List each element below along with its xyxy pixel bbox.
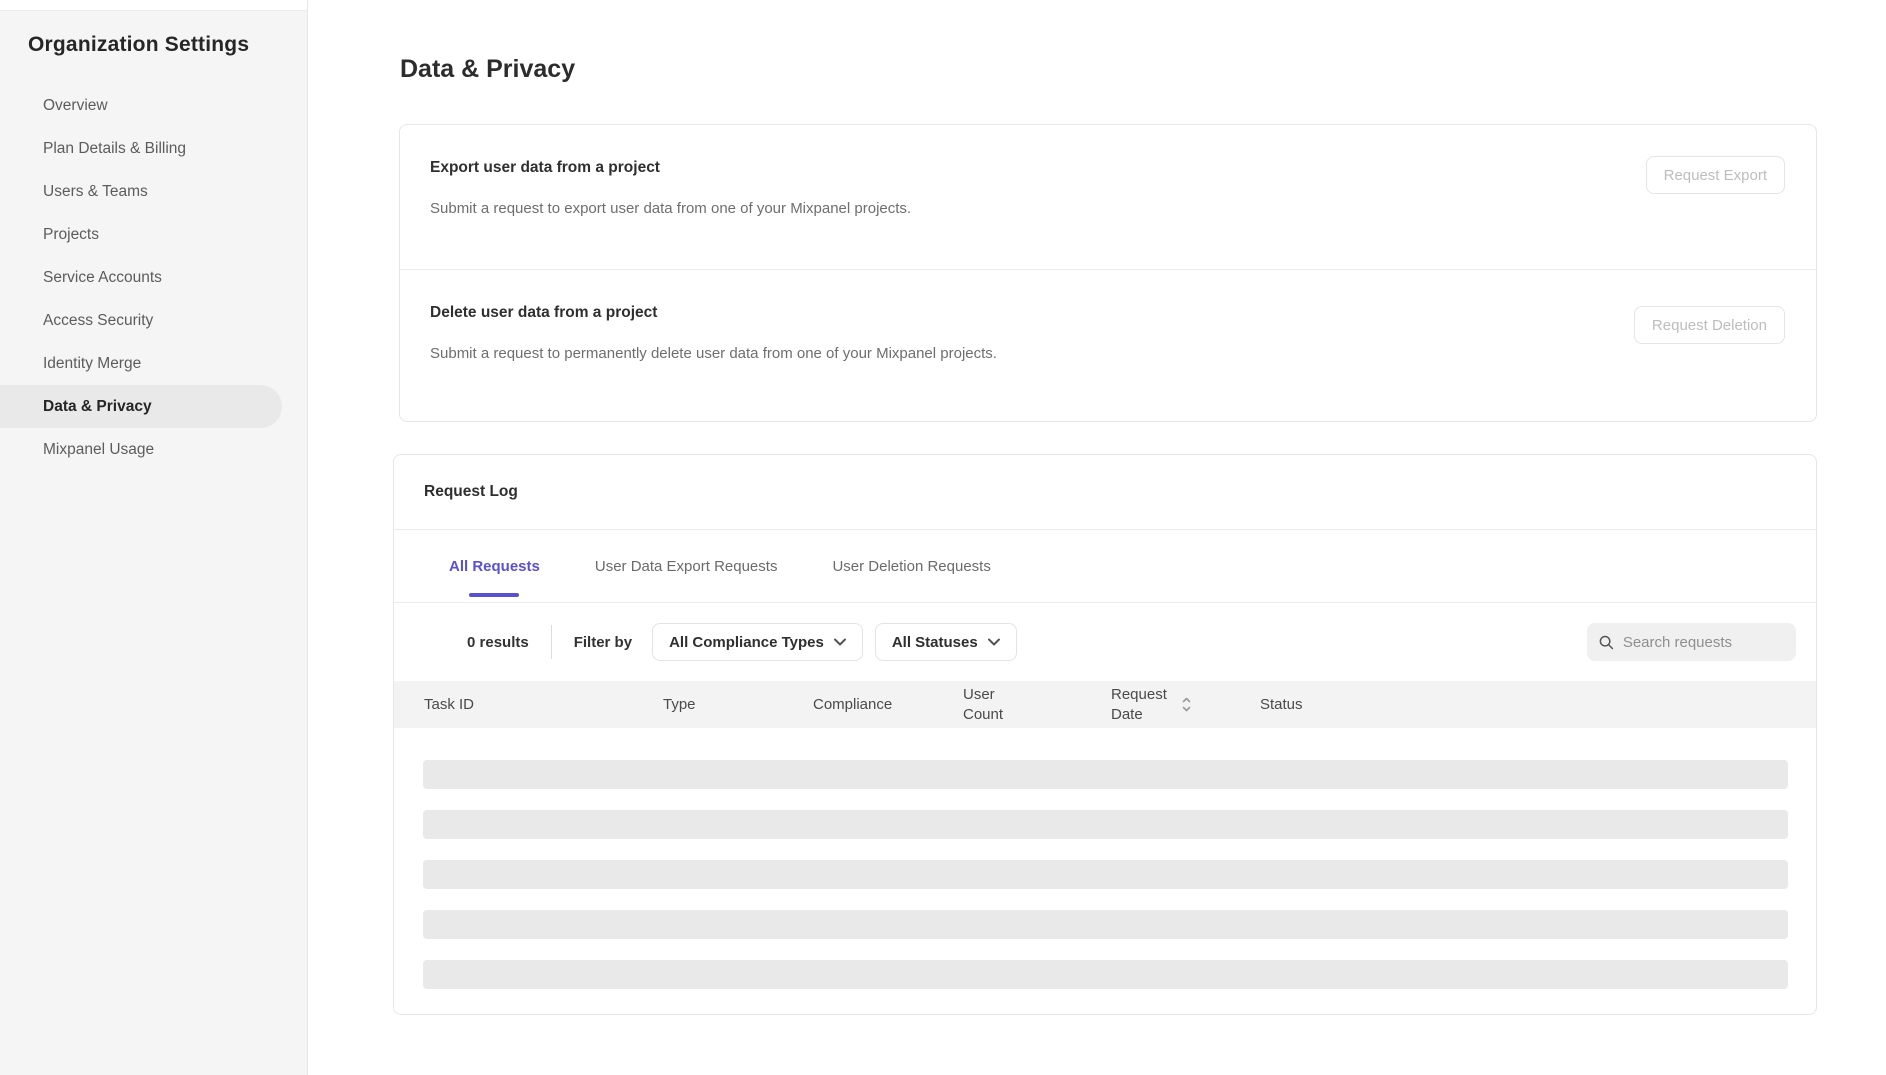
- delete-section-title: Delete user data from a project: [430, 304, 658, 321]
- sidebar-item-access-security[interactable]: Access Security: [43, 312, 154, 329]
- toolbar-divider: [551, 625, 552, 659]
- sidebar-item-projects[interactable]: Projects: [43, 226, 99, 243]
- request-log-card: [393, 454, 1817, 1015]
- sidebar-item-identity-merge[interactable]: Identity Merge: [43, 355, 142, 372]
- organization-settings-sidebar: [0, 0, 308, 1075]
- request-deletion-button[interactable]: Request Deletion: [1634, 306, 1785, 344]
- search-requests-box[interactable]: [1587, 623, 1796, 661]
- sidebar-item-service-accounts[interactable]: Service Accounts: [43, 269, 162, 286]
- column-task-id: Task ID: [424, 695, 475, 713]
- skeleton-row: [423, 910, 1788, 939]
- sort-icon[interactable]: [1182, 696, 1191, 713]
- chevron-down-icon: [988, 638, 1000, 646]
- export-section-title: Export user data from a project: [430, 159, 660, 176]
- skeleton-row: [423, 860, 1788, 889]
- loading-rows: [394, 728, 1816, 989]
- results-count: 0 results: [467, 633, 529, 651]
- column-request-date[interactable]: Request Date: [1111, 685, 1260, 725]
- tab-user-deletion-requests[interactable]: User Deletion Requests: [832, 557, 991, 575]
- sidebar-item-plan-details-billing[interactable]: Plan Details & Billing: [43, 140, 187, 157]
- page-title: Data & Privacy: [400, 55, 576, 83]
- request-export-button[interactable]: Request Export: [1646, 156, 1785, 194]
- statuses-dropdown[interactable]: [875, 623, 1017, 661]
- column-user-count: User Count: [963, 685, 1004, 723]
- chevron-down-icon: [834, 638, 846, 646]
- export-section-description: Submit a request to export user data from one of your Mixpanel projects.: [430, 200, 912, 217]
- request-log-header: [394, 455, 1816, 530]
- delete-section-description: Submit a request to permanently delete user data from one of your Mixpanel projects.: [430, 345, 997, 362]
- filter-by-label: Filter by: [573, 633, 633, 651]
- statuses-dropdown-value: All Statuses: [891, 633, 978, 651]
- request-table-header: [394, 681, 1816, 728]
- sidebar-item-users-teams[interactable]: Users & Teams: [43, 183, 148, 200]
- column-type: Type: [663, 695, 696, 713]
- main-content: [308, 0, 1886, 1075]
- request-log-title: Request Log: [424, 483, 518, 500]
- skeleton-row: [423, 960, 1788, 989]
- sidebar-item-data-privacy[interactable]: Data & Privacy: [0, 385, 282, 428]
- sidebar-title: Organization Settings: [28, 33, 250, 56]
- search-requests-input[interactable]: [1623, 634, 1784, 651]
- sidebar-item-mixpanel-usage[interactable]: Mixpanel Usage: [43, 441, 155, 458]
- filter-toolbar: [394, 603, 1816, 681]
- column-compliance: Compliance: [813, 695, 893, 713]
- column-status: Status: [1260, 695, 1303, 713]
- tab-all-requests[interactable]: All Requests: [449, 530, 540, 602]
- data-actions-card: [399, 124, 1817, 422]
- skeleton-row: [423, 810, 1788, 839]
- compliance-types-dropdown-value: All Compliance Types: [669, 633, 824, 651]
- skeleton-row: [423, 760, 1788, 789]
- tab-user-data-export-requests[interactable]: User Data Export Requests: [594, 557, 778, 575]
- request-log-tabs: [394, 530, 1816, 603]
- export-user-data-section: [400, 125, 1816, 270]
- sidebar-nav: [0, 84, 307, 471]
- sidebar-item-overview[interactable]: Overview: [43, 97, 108, 114]
- compliance-types-dropdown[interactable]: [652, 623, 863, 661]
- delete-user-data-section: [400, 270, 1816, 421]
- search-icon: [1599, 634, 1614, 651]
